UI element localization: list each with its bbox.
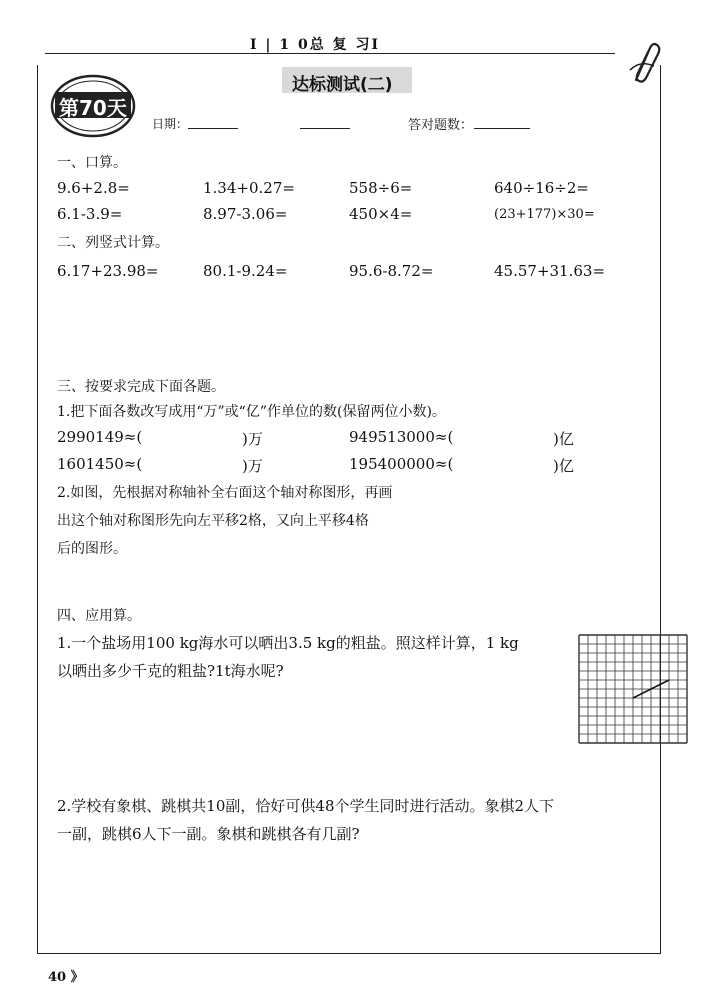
date-blank[interactable] xyxy=(188,114,238,129)
question-text: 以晒出多少千克的粗盐?1t海水呢? xyxy=(57,662,284,680)
conversion-unit: )万 xyxy=(242,457,263,475)
question-text: 出这个轴对称图形先向左平移2格，又向上平移4格 xyxy=(57,513,369,529)
oral-item: 8.97-3.06= xyxy=(203,205,288,223)
question-text: 2.学校有象棋、跳棋共10副，恰好可供48个学生同时进行活动。象棋2人下 xyxy=(57,797,555,815)
oral-item: (23+177)×30= xyxy=(494,207,595,222)
conversion-number: 949513000≈( xyxy=(349,428,454,446)
section4-heading: 四、应用算。 xyxy=(57,608,141,624)
vertical-calc-item: 95.6-8.72= xyxy=(349,262,434,280)
vertical-calc-item: 6.17+23.98= xyxy=(57,262,159,280)
question-text: 2.如图，先根据对称轴补全右面这个轴对称图形，再画 xyxy=(57,485,393,501)
vertical-calc-item: 80.1-9.24= xyxy=(203,262,288,280)
conversion-unit: )亿 xyxy=(553,457,574,475)
day-label: 第70天 xyxy=(59,96,127,120)
section1-heading: 一、口算。 xyxy=(57,155,127,171)
conversion-unit: )万 xyxy=(242,430,263,448)
page-number: 40 》 xyxy=(48,970,84,985)
section2-heading: 二、列竖式计算。 xyxy=(57,235,169,251)
conversion-unit: )亿 xyxy=(553,430,574,448)
oral-item: 6.1-3.9= xyxy=(57,205,123,223)
symmetry-grid xyxy=(578,634,688,745)
date-label: 日期： xyxy=(152,117,189,131)
page-title: 达标测试(二) xyxy=(292,75,393,95)
extra-blank[interactable] xyxy=(300,114,350,129)
question-text: 后的图形。 xyxy=(57,541,127,557)
question-text: 1.一个盐场用100 kg海水可以晒出3.5 kg的粗盐。照这样计算，1 kg xyxy=(57,634,519,652)
oral-item: 558÷6= xyxy=(349,179,413,197)
conversion-number: 1601450≈( xyxy=(57,455,143,473)
score-blank[interactable] xyxy=(474,114,530,129)
running-title: I | 1 0总 复 习I xyxy=(250,37,381,53)
conversion-number: 2990149≈( xyxy=(57,428,143,446)
conversion-number: 195400000≈( xyxy=(349,455,454,473)
oral-item: 1.34+0.27= xyxy=(203,179,295,197)
question-text: 一副，跳棋6人下一副。象棋和跳棋各有几副? xyxy=(57,825,360,843)
oral-item: 640÷16÷2= xyxy=(494,179,589,197)
vertical-calc-item: 45.57+31.63= xyxy=(494,262,606,280)
oral-item: 9.6+2.8= xyxy=(57,179,130,197)
question-text: 1.把下面各数改写成用“万”或“亿”作单位的数(保留两位小数)。 xyxy=(57,404,446,420)
oral-item: 450×4= xyxy=(349,205,413,223)
section3-heading: 三、按要求完成下面各题。 xyxy=(57,379,225,395)
score-label: 答对题数： xyxy=(408,118,474,133)
